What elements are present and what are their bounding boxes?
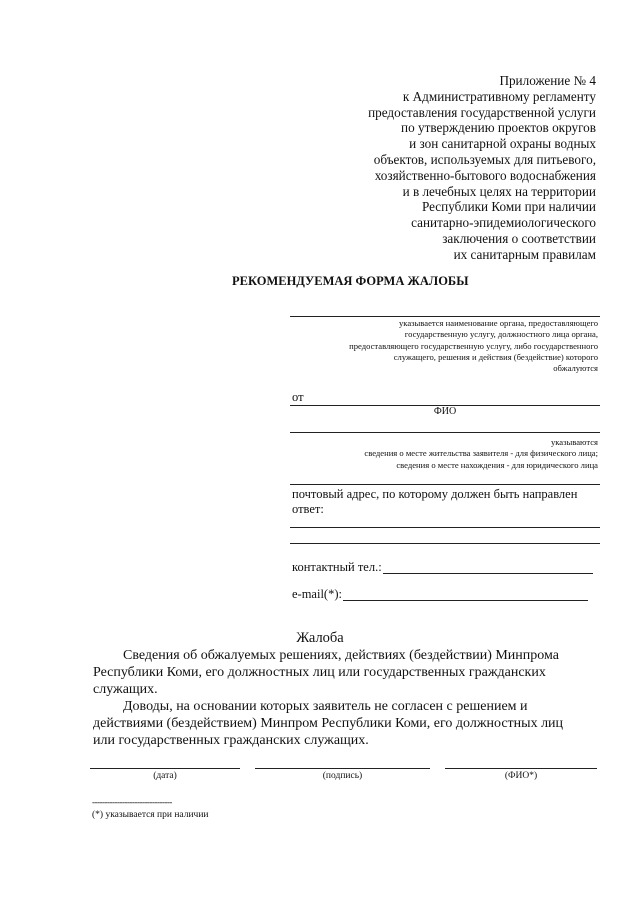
footnote-text: (*) указывается при наличии (92, 810, 209, 820)
complaint-para1-line3: служащих. (93, 682, 158, 697)
residence-field[interactable] (290, 432, 600, 433)
appendix-line: Приложение № 4 (499, 73, 596, 88)
phone-field[interactable] (383, 573, 593, 574)
appendix-line: их санитарным правилам (453, 246, 596, 262)
email-label: e-mail(*): (292, 587, 342, 601)
label-line: почтовый адрес, по которому должен быть направлен (292, 487, 578, 501)
caption-line: государственную услугу, должностного лица органа, (404, 329, 598, 340)
caption-line: служащего, решения и действия (бездействие) которого (393, 351, 598, 362)
postal-address-label (292, 487, 577, 517)
residence-caption (364, 437, 598, 471)
appendix-line: к Административному регламенту (402, 88, 596, 104)
complaint-para2-line3: или государственных гражданских служащих. (93, 733, 369, 748)
email-field[interactable] (343, 600, 588, 601)
caption-line: указываются (550, 437, 598, 447)
appendix-line: санитарно-эпидемиологического (411, 215, 596, 231)
complaint-para2-line2: действиями (бездействием) Минпром Республики Коми, его должностных лиц (93, 716, 564, 731)
complaint-para1-line1: Сведения об обжалуемых решениях, действиях (бездействии) Минпрома (123, 648, 559, 663)
from-label: от (292, 390, 304, 404)
fio-signature-caption: (ФИО*) (504, 771, 538, 781)
appendix-line: по утверждению проектов округов (401, 120, 596, 136)
appendix-line: Республики Коми при наличии (421, 199, 596, 215)
caption-line: обжалуются (553, 363, 598, 374)
appendix-header (368, 73, 596, 263)
caption-line: указывается наименование органа, предоставляющего (398, 318, 598, 328)
footnote-rule: -------------------------------- (92, 797, 172, 807)
residence-field-2[interactable] (290, 484, 600, 485)
signature-caption: (подпись) (322, 771, 363, 781)
form-title: РЕКОМЕНДУЕМАЯ ФОРМА ЖАЛОБЫ (232, 274, 469, 288)
date-field[interactable] (90, 768, 240, 769)
phone-label: контактный тел.: (292, 560, 382, 574)
appendix-line: хозяйственно-бытового водоснабжения (374, 167, 596, 183)
complaint-para1-line2: Республики Коми, его должностных лиц или государственных гражданских (93, 665, 546, 680)
complaint-heading: Жалоба (296, 630, 344, 646)
signature-field[interactable] (255, 768, 430, 769)
postal-address-field-2[interactable] (290, 543, 600, 544)
appendix-line: и в лечебных целях на территории (402, 183, 596, 199)
appendix-line: предоставления государственной услуги (368, 104, 596, 120)
postal-address-field-1[interactable] (290, 527, 600, 528)
complaint-para2-line1: Доводы, на основании которых заявитель не согласен с решением и (123, 699, 528, 714)
date-caption: (дата) (153, 771, 177, 781)
fio-caption: ФИО (433, 406, 457, 417)
appendix-line: заключения о соответствии (442, 230, 596, 246)
caption-line: сведения о месте нахождения - для юридического лица (396, 459, 598, 470)
caption-line: предоставляющего государственную услугу, либо государственного (349, 340, 598, 351)
appendix-line: и зон санитарной охраны водных (409, 136, 596, 152)
appendix-line: объектов, используемых для питьевого, (373, 151, 596, 167)
addressee-field[interactable] (290, 316, 600, 317)
addressee-caption (349, 318, 598, 374)
fio-signature-field[interactable] (445, 768, 597, 769)
label-line: ответ: (292, 502, 324, 516)
caption-line: сведения о месте жительства заявителя - для физического лица; (364, 448, 598, 459)
